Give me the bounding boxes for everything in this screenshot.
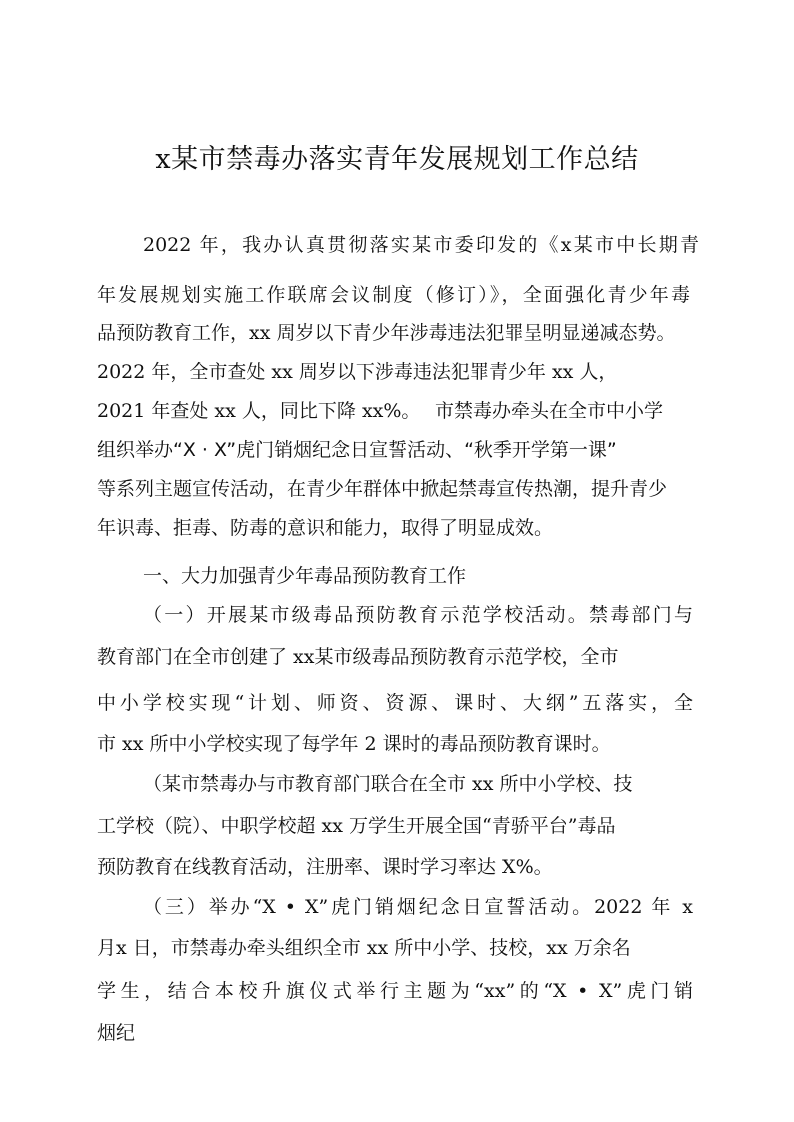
- paragraph-1-line-2: 年发展规划实施工作联席会议制度（修订）》，全面强化青少年毒: [97, 284, 690, 306]
- paragraph-1-line-6: 组织举办“X · X”虎门销烟纪念日宣誓活动、“秋季开学第一课”: [97, 439, 617, 461]
- subsection-3-line-3: 学生，结合本校升旗仪式举行主题为“xx”的“X • X”虎门销: [97, 980, 693, 1002]
- paragraph-1-line-5b: 市禁毒办牵头在全市中小学: [435, 400, 664, 422]
- paragraph-1-line-5a: 2021 年查处 xx 人，同比下降 xx%。: [97, 400, 421, 422]
- paragraph-1-line-3: 品预防教育工作，xx 周岁以下青少年涉毒违法犯罪呈明显递减态势。: [97, 322, 676, 344]
- subsection-1-line-4: 市 xx 所中小学校实现了每学年 2 课时的毒品预防教育课时。: [97, 733, 611, 755]
- subsection-3-line-4: 烟纪: [97, 1022, 136, 1044]
- subsection-1-line-2: 教育部门在全市创建了 xx某市级毒品预防教育示范学校，全市: [97, 646, 619, 668]
- subsection-2-line-3: 预防教育在线教育活动，注册率、课时学习率达 X%。: [97, 856, 553, 878]
- paragraph-1-line-8: 年识毒、拒毒、防毒的意识和能力，取得了明显成效。: [97, 517, 554, 539]
- section-heading-1: 一、大力加强青少年毒品预防教育工作: [143, 565, 467, 587]
- paragraph-1-line-1: 2022 年，我办认真贯彻落实某市委印发的《x某市中长期青: [143, 234, 699, 256]
- subsection-1-line-1: （一）开展某市级毒品预防教育示范学校活动。禁毒部门与: [143, 604, 693, 626]
- subsection-1-line-3: 中小学校实现“计划、师资、资源、课时、大纲”五落实，全: [97, 692, 693, 714]
- subsection-3-line-2: 月x 日，市禁毒办牵头组织全市 xx 所中小学、技校，xx 万余名: [97, 937, 631, 959]
- subsection-2-line-2: 工学校（院）、中职学校超 xx 万学生开展全国“青骄平台”毒品: [97, 815, 616, 837]
- document-title: x某市禁毒办落实青年发展规划工作总结: [155, 144, 639, 175]
- paragraph-1-line-4: 2022 年，全市查处 xx 周岁以下涉毒违法犯罪青少年 xx 人，: [97, 361, 618, 383]
- subsection-3-line-1: （三）举办“X • X”虎门销烟纪念日宣誓活动。2022 年 x: [143, 896, 693, 918]
- paragraph-1-line-7: 等系列主题宣传活动，在青少年群体中掀起禁毒宣传热潮，提升青少: [97, 478, 668, 500]
- subsection-2-line-1: （某市禁毒办与市教育部门联合在全市 xx 所中小学校、技: [143, 773, 633, 795]
